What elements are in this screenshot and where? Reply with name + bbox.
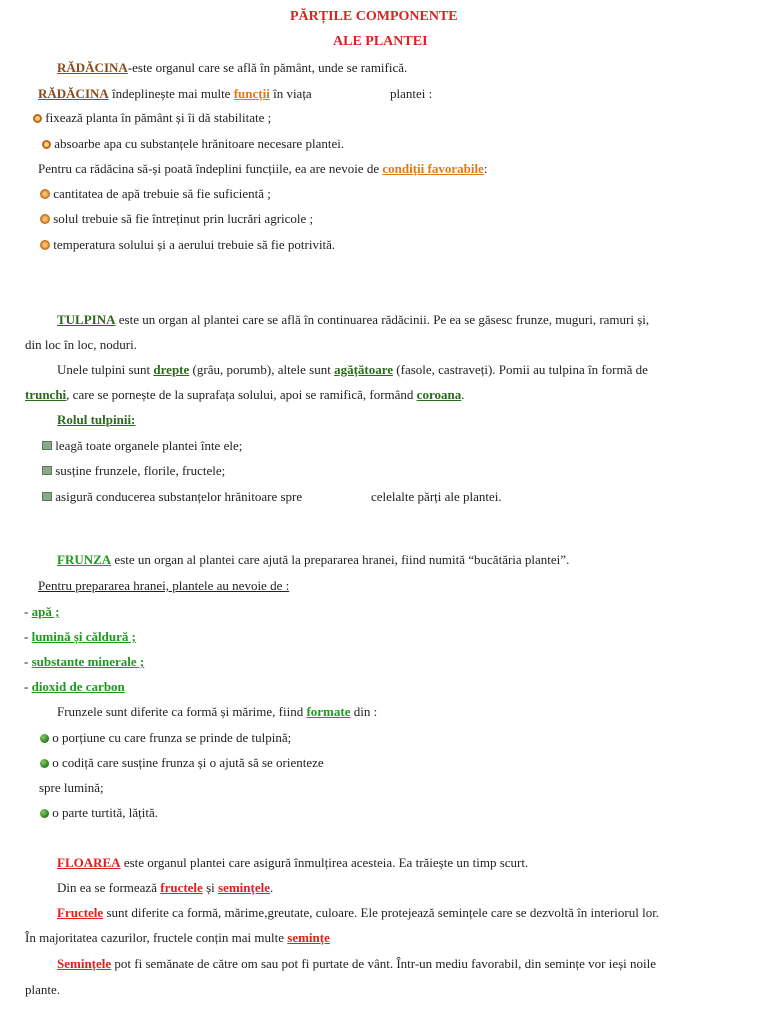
- floarea-term: FLOAREA: [57, 855, 121, 870]
- floarea-definition: FLOAREA este organul plantei care asigură înmulțirea acesteia. Ea trăiește un timp scurt.: [57, 855, 529, 870]
- trunchi-term: trunchi: [25, 387, 67, 402]
- frunza-needs-intro: Pentru prepararea hranei, plantele au nevoie de :: [38, 578, 290, 593]
- list-item: solul trebuie să fie întreținut prin lucrări agricole ;: [40, 211, 313, 227]
- formate-term: formate: [306, 704, 351, 719]
- need-item: - apă ;: [24, 604, 60, 619]
- green-dot-bullet-icon: [40, 734, 49, 743]
- list-item: asigură conducerea substanțelor hrănitoare spre: [42, 489, 302, 505]
- frunza-form-intro: Frunzele sunt diferite ca formă și mărime, fiind formate din :: [57, 704, 378, 719]
- title-line-1: PĂRȚILE COMPONENTE: [290, 9, 458, 24]
- square-bullet-icon: [42, 466, 52, 475]
- flower-bullet-icon: [40, 240, 50, 250]
- list-item: o parte turtită, lățită.: [40, 805, 158, 821]
- need-item: - dioxid de carbon: [24, 679, 125, 694]
- tulpina-types: Unele tulpini sunt drepte (grâu, porumb), altele sunt agățătoare (fasole, castraveți). Pomii au tulpina în formă de: [57, 362, 648, 377]
- list-item: temperatura solului și a aerului trebuie să fie potrivită.: [40, 237, 335, 253]
- list-item: absoarbe apa cu substanțele hrănitoare necesare plantei.: [42, 136, 344, 152]
- list-item-cont: celelalte părți ale plantei.: [371, 489, 502, 504]
- functii-link: funcții: [233, 86, 270, 101]
- fructele-definition: Fructele sunt diferite ca formă, mărime,greutate, culoare. Ele protejează semințele care se dezvoltă în interiorul lor.: [57, 905, 660, 920]
- list-item: o codiță care susține frunza și o ajută să se orienteze: [40, 755, 324, 771]
- frunza-definition: FRUNZA este un organ al plantei care ajută la prepararea hranei, fiind numită “bucătăria plantei”.: [57, 552, 570, 567]
- functions-intro-end: plantei :: [390, 86, 433, 101]
- list-item: leagă toate organele plantei înte ele;: [42, 438, 242, 454]
- flower-bullet-icon: [40, 189, 50, 199]
- conditii-link: condiții favorabile: [382, 161, 484, 176]
- square-bullet-icon: [42, 441, 52, 450]
- need-item: - substante minerale ;: [24, 654, 145, 669]
- list-item: cantitatea de apă trebuie să fie suficientă ;: [40, 186, 271, 202]
- square-bullet-icon: [42, 492, 52, 501]
- radacina-term-2: RĂDĂCINA: [38, 86, 109, 101]
- fructele-term: Fructele: [57, 905, 104, 920]
- list-item: susține frunzele, florile, fructele;: [42, 463, 225, 479]
- drepte-term: drepte: [153, 362, 190, 377]
- ring-bullet-icon: [42, 140, 51, 149]
- tulpina-term: TULPINA: [57, 312, 116, 327]
- list-item-cont: spre lumină;: [39, 780, 104, 795]
- tulpina-types-cont: trunchi, care se pornește de la suprafața solului, apoi se ramifică, formând coroana.: [25, 387, 465, 402]
- green-dot-bullet-icon: [40, 809, 49, 818]
- agatatoare-term: agățătoare: [334, 362, 394, 377]
- fructele-definition-cont: În majoritatea cazurilor, fructele conțin mai multe semințe: [25, 930, 330, 945]
- ring-bullet-icon: [33, 114, 42, 123]
- green-dot-bullet-icon: [40, 759, 49, 768]
- flower-bullet-icon: [40, 214, 50, 224]
- tulpina-definition-cont: din loc în loc, noduri.: [25, 337, 137, 352]
- floarea-forms: Din ea se formează fructele și semințele.: [57, 880, 274, 895]
- semintele-definition-cont: plante.: [25, 982, 61, 997]
- frunza-term: FRUNZA: [57, 552, 112, 567]
- radacina-functions-intro: RĂDĂCINA îndeplinește mai multe funcții în viața: [38, 86, 312, 101]
- title-line-2: ALE PLANTEI: [333, 34, 428, 49]
- semintele-definition: Semințele pot fi semănate de către om sau pot fi purtate de vânt. Într-un mediu favorabil, din semințe vor ieși noile: [57, 956, 657, 971]
- radacina-definition: RĂDĂCINA-este organul care se află în pământ, unde se ramifică.: [57, 60, 408, 75]
- conditions-intro: Pentru ca rădăcina să-și poată îndeplini funcțiile, ea are nevoie de condiții favorabile:: [38, 161, 488, 176]
- rol-tulpinii-heading: Rolul tulpinii:: [57, 412, 136, 427]
- need-item: - lumină și căldură ;: [24, 629, 136, 644]
- tulpina-definition: TULPINA este un organ al plantei care se află în continuarea rădăcinii. Pe ea se găsesc frunze, muguri, ramuri și,: [57, 312, 650, 327]
- list-item: fixează planta în pământ și îi dă stabilitate ;: [33, 110, 271, 126]
- radacina-term: RĂDĂCINA: [57, 60, 128, 75]
- coroana-term: coroana: [416, 387, 462, 402]
- semintele-term: Semințele: [57, 956, 112, 971]
- list-item: o porțiune cu care frunza se prinde de tulpină;: [40, 730, 291, 746]
